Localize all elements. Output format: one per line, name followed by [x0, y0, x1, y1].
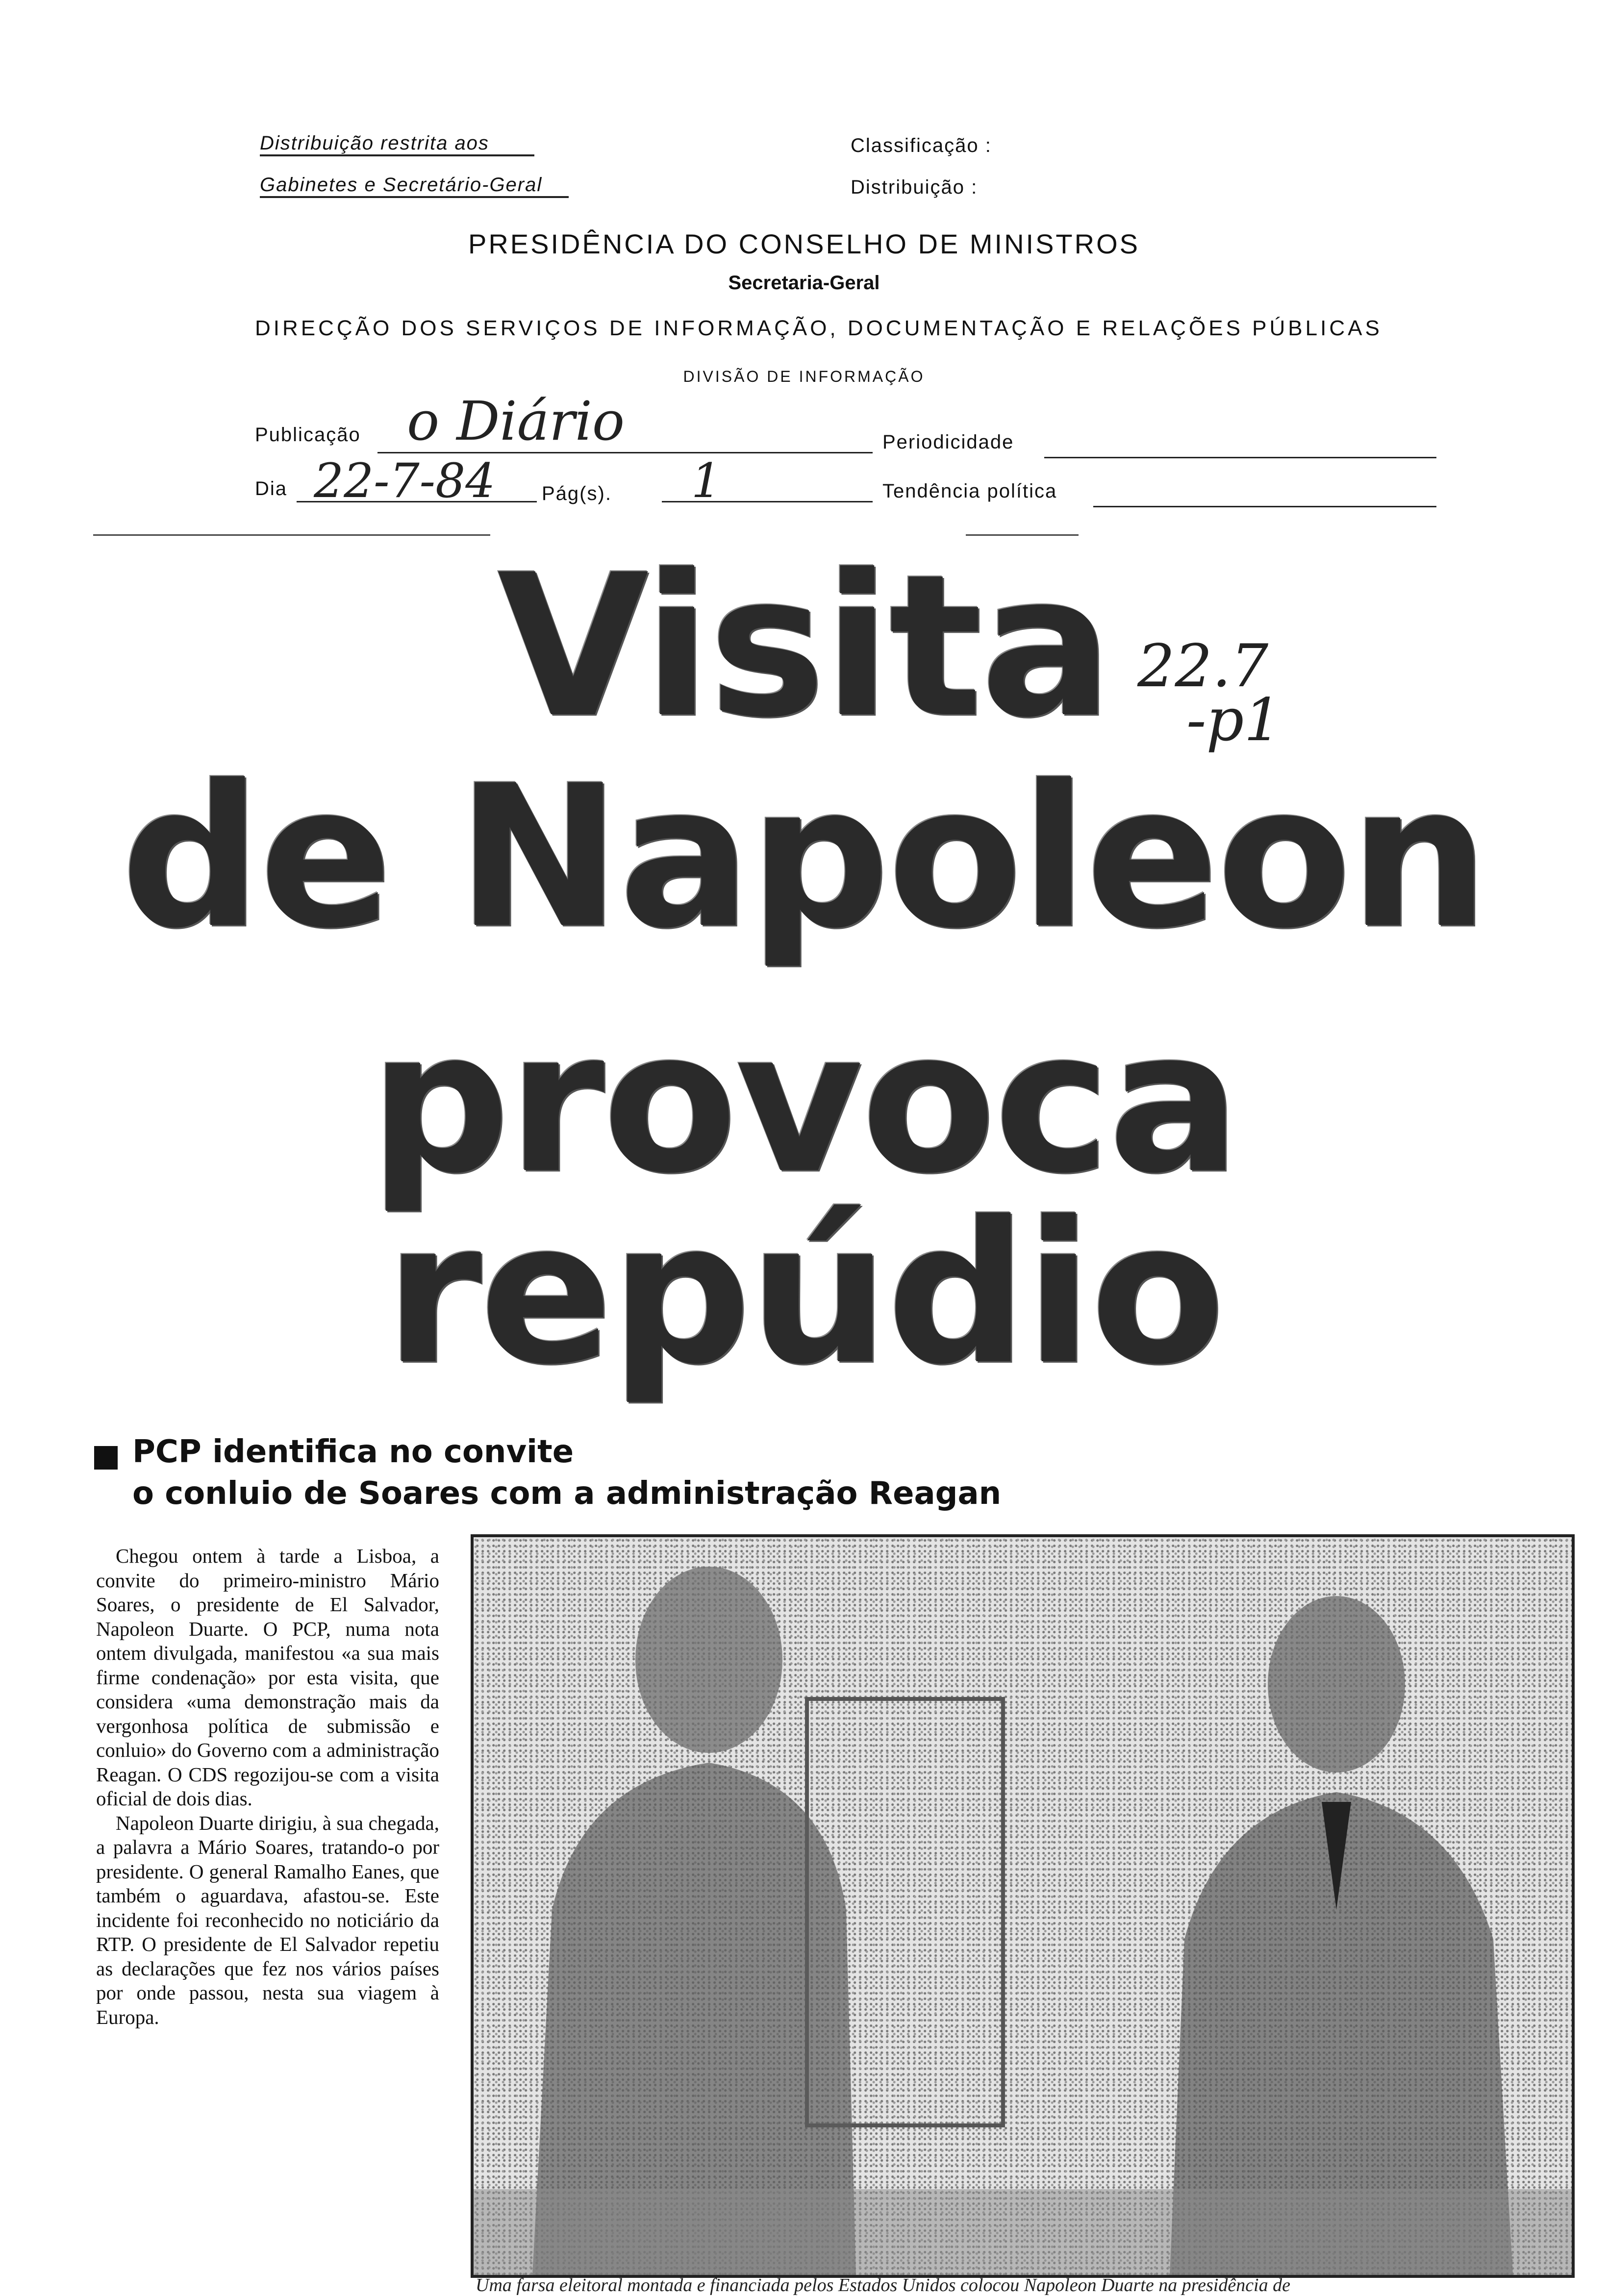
- classification-label: Classificação :: [851, 135, 992, 156]
- photo-desk: [474, 2189, 1572, 2275]
- article-body: [96, 1544, 439, 2029]
- photo-right-head: [1268, 1596, 1405, 1772]
- headline-line1: Visita: [497, 533, 1111, 761]
- photo-illustration: [474, 1537, 1572, 2275]
- separator-line-left: [93, 534, 490, 536]
- periodicity-field-line: [1044, 457, 1436, 458]
- subheadline-line1: PCP identifica no convite: [132, 1434, 574, 1470]
- photo-left-head: [635, 1567, 782, 1753]
- photo-caption: Uma farsa eleitoral montada e financiada pelos Estados Unidos colocou Napoleon Duarte na presidência de: [476, 2275, 1290, 2296]
- handwritten-note-line2: -p1: [1186, 686, 1281, 754]
- article-paragraph-2: Napoleon Duarte dirigiu, à sua chegada, a palavra a Mário Soares, tratando-o por presidente. O general Ramalho Eanes, que também o aguardava, afastou-se. Este incidente foi reconhecido no noticiário da RTP. O presidente de El Salvador repetiu as declarações que fez nos vários países por onde passou, nesta sua viagem à Europa.: [96, 1811, 439, 2028]
- subheadline-bullet-icon: [94, 1446, 118, 1470]
- subheadline-line2: o conluio de Soares com a administração Reagan: [132, 1475, 1002, 1512]
- publication-label: Publicação: [255, 424, 361, 446]
- tendency-field-line: [1093, 506, 1436, 507]
- division-title: DIVISÃO DE INFORMAÇÃO: [683, 368, 925, 385]
- headline-line2: de Napoleon: [121, 744, 1487, 972]
- restricted-distribution-line2: Gabinetes e Secretário-Geral: [260, 174, 569, 198]
- pages-value: 1: [691, 453, 722, 508]
- headline-line3: provoca: [369, 989, 1239, 1217]
- headline-line4: repúdio: [385, 1180, 1223, 1408]
- distribution-label: Distribuição :: [851, 176, 978, 198]
- ministry-title: PRESIDÊNCIA DO CONSELHO DE MINISTROS: [468, 228, 1140, 259]
- tendency-label: Tendência política: [882, 480, 1057, 502]
- directorate-title: DIRECÇÃO DOS SERVIÇOS DE INFORMAÇÃO, DOCUMENTAÇÃO E RELAÇÕES PÚBLICAS: [255, 316, 1382, 340]
- pages-label: Pág(s).: [542, 483, 612, 504]
- restricted-distribution-line1: Distribuição restrita aos: [260, 132, 534, 156]
- article-paragraph-1: Chegou ontem à tarde a Lisboa, a convite do primeiro-ministro Mário Soares, o presidente de El Salvador, Napoleon Duarte. O PCP, numa nota ontem divulgada, manifestou «a sua mais firme condenação» por esta visita, que considera «uma demonstração mais da vergonhosa política de submissão e conluio» do Governo com a administração Reagan. O CDS regozijou-se com a visita oficial de dois dias.: [96, 1545, 439, 1810]
- periodicity-label: Periodicidade: [882, 431, 1014, 453]
- handwritten-note-line1: 22.7: [1137, 632, 1269, 700]
- day-label: Dia: [255, 478, 288, 499]
- article-photo: [471, 1534, 1575, 2278]
- day-value: 22-7-84: [314, 453, 496, 508]
- publication-value: o Diário: [407, 390, 625, 452]
- secretariat-title: Secretaria-Geral: [728, 272, 880, 294]
